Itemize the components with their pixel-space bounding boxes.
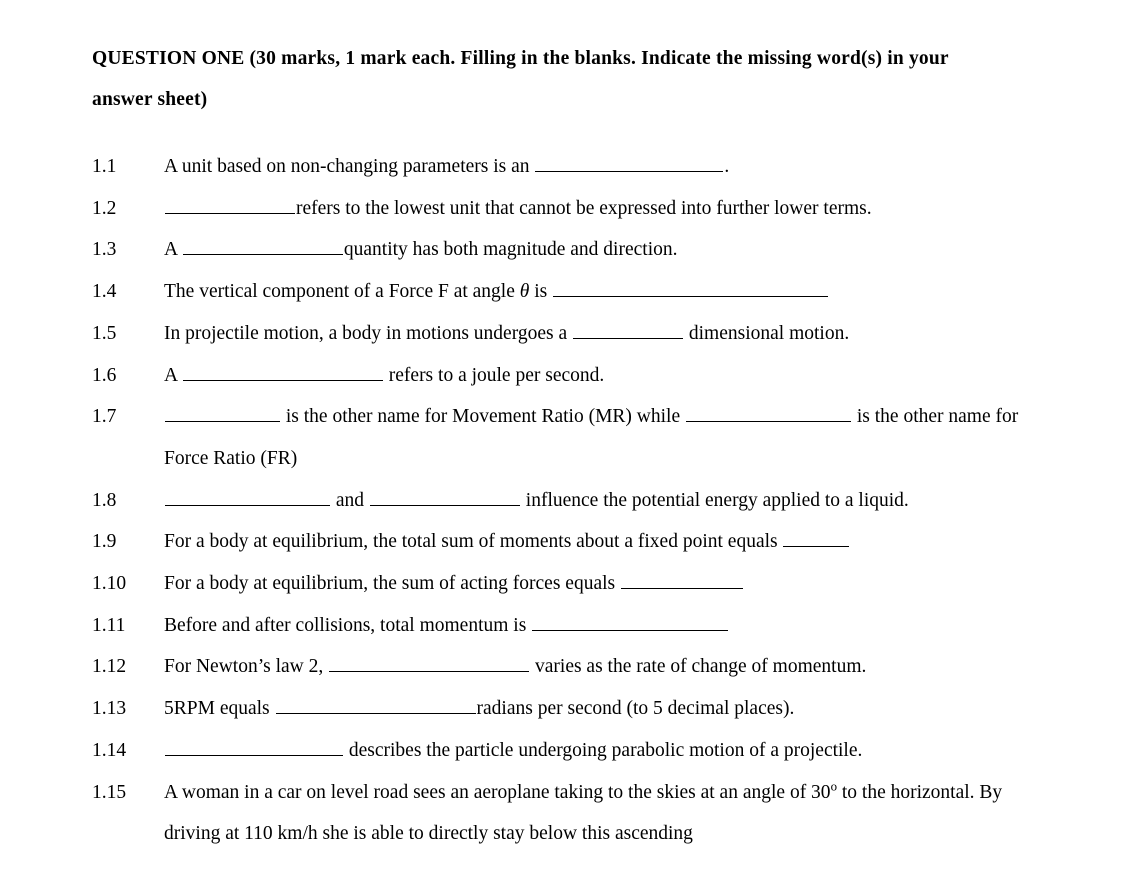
question-text (164, 772, 1024, 855)
question-text (164, 480, 1024, 522)
question-item (92, 563, 1033, 605)
text-run: A unit based on non-changing parameters is an (164, 156, 535, 177)
question-number: 1.10 (92, 573, 127, 595)
text-run: Before and after collisions, total momentum is (164, 614, 532, 636)
text-run: For a body at equilibrium, the sum of acting forces equals (164, 573, 620, 595)
degree-superscript: o (830, 779, 837, 794)
text-run: refers to a joule per second. (383, 364, 605, 386)
question-text (164, 688, 1024, 730)
question-text (164, 271, 1024, 313)
question-item (92, 396, 1033, 479)
text-run: . (724, 156, 730, 177)
question-number: 1.5 (92, 322, 117, 344)
text-run: A woman in a car on level road sees an aeroplane taking to the skies at an angle of 30 (164, 781, 831, 803)
question-item (92, 772, 1033, 855)
question-number: 1.9 (92, 531, 117, 553)
answer-blank[interactable] (573, 319, 683, 339)
text-run: For a body at equilibrium, the total sum of moments about a fixed point equals (164, 531, 783, 553)
text-run: In projectile motion, a body in motions undergoes a (164, 322, 572, 344)
text-run: quantity has both magnitude and direction. (343, 239, 678, 261)
question-text (164, 563, 1024, 605)
text-run: and (331, 489, 369, 511)
question-number: 1.8 (92, 489, 117, 511)
question-item (92, 480, 1033, 522)
question-item (92, 271, 1033, 313)
question-item (92, 146, 1033, 188)
question-number: 1.14 (92, 739, 127, 761)
answer-blank[interactable] (553, 278, 828, 298)
answer-blank[interactable] (535, 152, 723, 172)
question-number: 1.11 (92, 614, 126, 636)
question-number: 1.15 (92, 781, 127, 803)
text-run: For Newton’s law 2, (164, 656, 329, 678)
answer-blank[interactable] (183, 236, 343, 256)
question-item (92, 646, 1033, 688)
text-run: 5RPM equals (164, 698, 275, 720)
question-text (164, 146, 1024, 188)
answer-blank[interactable] (183, 361, 383, 381)
text-run: to the horizontal. By driving at 110 km/h she is able to directly stay below this ascending (164, 781, 1003, 845)
question-text (164, 313, 1024, 355)
question-item (92, 730, 1033, 772)
question-text (164, 646, 1024, 688)
text-run: is the other name for Force Ratio (FR) (164, 406, 1019, 469)
question-item (92, 355, 1033, 397)
text-run: describes the particle undergoing parabolic motion of a projectile. (344, 739, 863, 761)
question-number: 1.3 (92, 239, 117, 261)
text-run: influence the potential energy applied to a liquid. (520, 489, 909, 511)
answer-blank[interactable] (532, 611, 728, 631)
question-text (164, 396, 1024, 479)
text-run: The vertical component of a Force F at angle (164, 281, 520, 303)
text-run: varies as the rate of change of momentum. (530, 656, 867, 678)
answer-blank[interactable] (621, 570, 743, 590)
question-item (92, 688, 1033, 730)
answer-blank[interactable] (686, 403, 851, 423)
question-number: 1.13 (92, 698, 127, 720)
question-number: 1.12 (92, 656, 127, 678)
question-text (164, 355, 1024, 397)
text-run: radians per second (to 5 decimal places). (476, 698, 795, 720)
question-text (164, 229, 1024, 271)
answer-blank[interactable] (165, 486, 330, 506)
math-symbol: θ (519, 281, 530, 303)
question-number: 1.4 (92, 281, 117, 303)
page-title: QUESTION ONE (30 marks, 1 mark each. Filling in the blanks. Indicate the missing word(s) in your answer sheet) (92, 48, 949, 110)
question-item (92, 188, 1033, 230)
answer-blank[interactable] (165, 736, 343, 756)
question-number: 1.7 (92, 406, 117, 428)
question-text (164, 730, 1024, 772)
question-text (164, 605, 1024, 647)
question-item (92, 605, 1033, 647)
question-number: 1.2 (92, 197, 117, 219)
answer-blank[interactable] (276, 695, 476, 715)
answer-blank[interactable] (329, 653, 529, 673)
text-run: dimensional motion. (684, 322, 850, 344)
text-run: refers to the lowest unit that cannot be expressed into further lower terms. (296, 197, 872, 219)
answer-blank[interactable] (370, 486, 520, 506)
question-item (92, 229, 1033, 271)
text-run: A (164, 239, 182, 261)
text-run: is the other name for Movement Ratio (MR) while (281, 406, 685, 428)
answer-blank[interactable] (165, 194, 295, 214)
question-item (92, 521, 1033, 563)
answer-blank[interactable] (165, 403, 280, 423)
question-item (92, 313, 1033, 355)
question-number: 1.6 (92, 364, 117, 386)
question-text (164, 521, 1024, 563)
question-number: 1.1 (92, 156, 117, 177)
text-run: is (529, 281, 553, 303)
question-list (92, 146, 1033, 855)
text-run: A (164, 364, 182, 386)
question-text (164, 188, 1024, 230)
answer-blank[interactable] (783, 528, 849, 548)
